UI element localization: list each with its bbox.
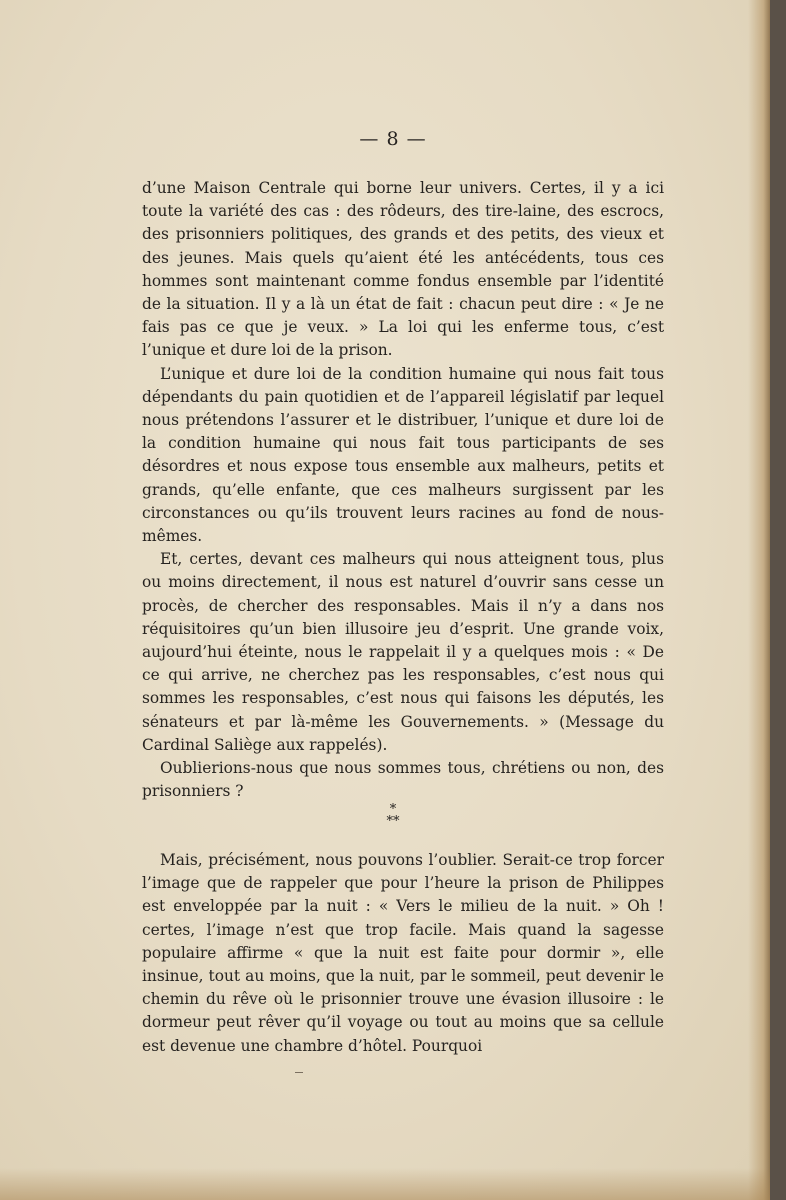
body-text-top: [142, 177, 664, 803]
paragraph: Mais, précisément, nous pouvons l’oublier. Serait-ce trop forcer l’image que de rappeler que pour l’heure la prison de Philippes est enveloppée par la nuit : « Vers le milieu de la nuit. » Oh ! certes, l’image n’est que trop facile. Mais quand la sagesse populaire affirme « que la nuit est faite pour dormir », elle insinue, tout au moins, que la nuit, par le sommeil, peut devenir le chemin du rêve où le prisonnier trouve une évasion illusoire : le dormeur peut rêver qu’il voyage ou tout au moins que sa cellule est devenue une chambre d’hôtel. Pourquoi: [142, 851, 664, 1055]
page-edge-shadow: [748, 0, 770, 1200]
print-mark: [295, 1072, 303, 1073]
paragraph: Et, certes, devant ces malheurs qui nous atteignent tous, plus ou moins directement, il nous est naturel d’ouvrir sans cesse un procès, de chercher des responsables. Mais il n’y a dans nos réquisitoires qu’un bien illusoire jeu d’esprit. Une grande voix, aujourd’hui éteinte, nous le rappelait il y a quelques mois : « De ce qui arrive, ne cherchez pas les responsables, c’est nous qui sommes les responsables, c’est nous qui faisons les députés, les sénateurs et par là-même les Gouvernements. » (Message du Cardinal Saliège aux rappelés).: [142, 550, 664, 754]
paragraph: L’unique et dure loi de la condition humaine qui nous fait tous dépendants du pain quotidien et de l’appareil législatif par lequel nous prétendons l’assurer et le distribuer, l’unique et dure loi de la condition humaine qui nous fait tous participants de ses désordres et nous expose tous ensemble aux malheurs, petits et grands, qu’elle enfante, que ces malheurs surgissent par les circonstances ou qu’ils trouvent leurs racines au fond de nous-mêmes.: [142, 364, 664, 546]
page-bottom-shadow: [0, 1168, 770, 1200]
page-number: — 8 —: [359, 128, 427, 150]
separator-asterisk-top: *: [389, 802, 397, 817]
body-text-bottom: [142, 849, 664, 1058]
paragraph: d’une Maison Centrale qui borne leur univers. Certes, il y a ici toute la variété des cas : des rôdeurs, des tire-laine, des escrocs, des prisonniers politiques, des grands et des petits, des vieux et des jeunes. Mais quels qu’aient été les antécédents, tous ces hommes sont maintenant comme fondus ensemble par l’identité de la situation. Il y a là un état de fait : chacun peut dire : « Je ne fais pas ce que je veux. » La loi qui les enferme tous, c’est l’unique et dure loi de la prison.: [142, 179, 664, 360]
separator-asterisks-bottom: **: [386, 814, 400, 829]
section-separator: [0, 804, 770, 828]
paragraph: Oublierions-nous que nous sommes tous, chrétiens ou non, des prisonniers ?: [142, 759, 664, 801]
